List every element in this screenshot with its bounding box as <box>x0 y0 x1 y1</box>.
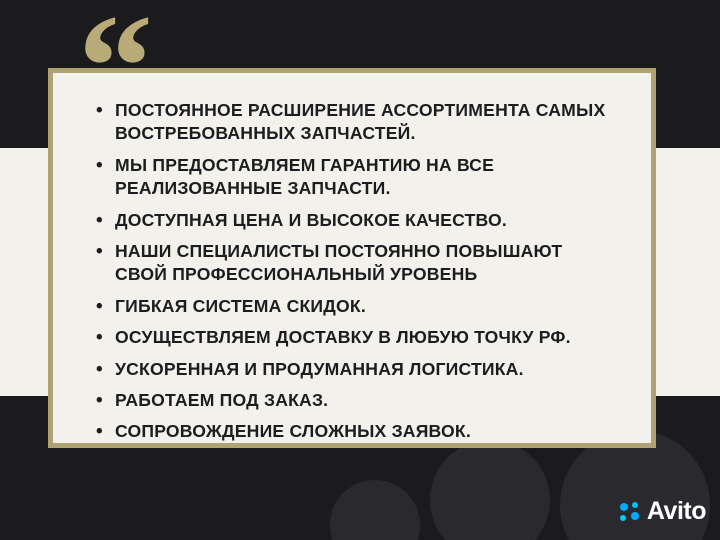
list-item: • ГИБКАЯ СИСТЕМА СКИДОК. <box>115 295 617 318</box>
list-item: • ПОСТОЯННОЕ РАСШИРЕНИЕ АССОРТИМЕНТА САМЫХ ВОСТРЕБОВАННЫХ ЗАПЧАСТЕЙ. <box>115 99 617 146</box>
list-item: • РАБОТАЕМ ПОД ЗАКАЗ. <box>115 389 617 412</box>
list-item: • СОПРОВОЖДЕНИЕ СЛОЖНЫХ ЗАЯВОК. <box>115 420 617 443</box>
benefits-list <box>93 99 617 444</box>
avito-watermark-label: Avito <box>646 497 706 525</box>
list-item: • НАШИ СПЕЦИАЛИСТЫ ПОСТОЯННО ПОВЫШАЮТ СВОЙ ПРОФЕССИОНАЛЬНЫЙ УРОВЕНЬ <box>115 240 617 287</box>
content-card-inner <box>53 73 651 472</box>
list-item: • УСКОРЕННАЯ И ПРОДУМАННАЯ ЛОГИСТИКА. <box>115 358 617 381</box>
content-card <box>48 68 656 448</box>
avito-watermark <box>620 497 706 526</box>
avito-logo-icon <box>620 502 640 522</box>
list-item: • МЫ ПРЕДОСТАВЛЯЕМ ГАРАНТИЮ НА ВСЕ РЕАЛИЗОВАННЫЕ ЗАПЧАСТИ. <box>115 154 617 201</box>
list-item: • ОСУЩЕСТВЛЯЕМ ДОСТАВКУ В ЛЮБУЮ ТОЧКУ РФ. <box>115 326 617 349</box>
list-item: • ДОСТУПНАЯ ЦЕНА И ВЫСОКОЕ КАЧЕСТВО. <box>115 209 617 232</box>
